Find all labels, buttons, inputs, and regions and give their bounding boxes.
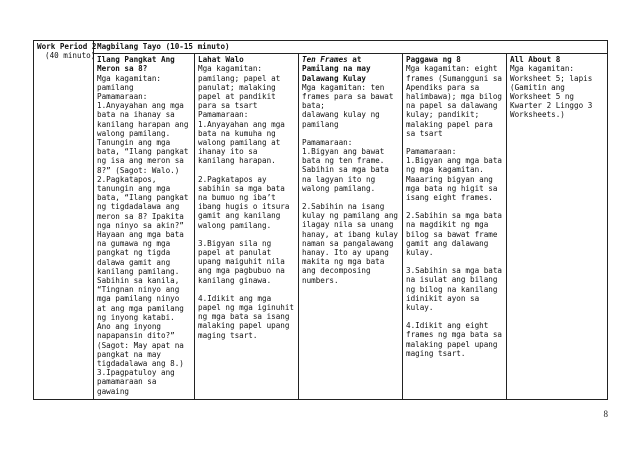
work-period-duration: (40 minuto) xyxy=(45,51,96,61)
spacer xyxy=(198,166,295,175)
activity-2-step-1: 1.Anyayahan ang mga bata na kumuha ng walong pamilang at ihanay ito sa kanilang harapan. xyxy=(198,119,285,166)
activity-3-procedure-label: Pamamaraan: xyxy=(302,137,353,147)
activity-4-materials: Mga kagamitan: eight frames (Sumangguni sa Apendiks para sa halimbawa); mga bilog na papel sa dalawang kulay; pandikit; malaking papel para sa tsart xyxy=(406,64,503,138)
activity-2-step-2: 2.Pagkatapos ay sabihin sa mga bata na bumuo ng iba’t ibang hugis o itsura gamit ang kanilang walong pamilang. xyxy=(198,174,290,230)
header-row xyxy=(34,41,608,54)
activity-3-title-italic: Ten Frames xyxy=(302,55,348,65)
activity-3-step-1: 1.Bigyan ang bawat bata ng ten frame. Sabihin sa mga bata na lagyan ito ng walong pamilang. xyxy=(302,147,389,193)
activity-5-title: All About 8 xyxy=(510,55,561,65)
activity-1-step-2: 2.Pagkatapos, tanungin ang mga bata, “Ilang pangkat ng tigdadalawa ang meron sa 8? Ipakita nga ninyo sa akin?” Hayaan ang mga bata na gumawa ng mga pangkat ng tigda dalawa gamit ang kanilang pamilang. Sabihin sa kanila, “Tingnan ninyo ang mga pamilang ninyo at ang mga pamilang ng inyong katabi. Ano ang inyong napapansin dito?” (Sagot: May apat na pangkat na may tigdadalawa ang 8.) xyxy=(97,174,189,368)
spacer xyxy=(302,129,399,138)
activity-column-4 xyxy=(403,54,507,400)
activity-1-materials: Mga kagamitan: pamilang xyxy=(97,73,162,92)
activity-3-title xyxy=(302,55,399,83)
activity-4-step-3: 3.Sabihin sa mga bata na isulat ang bilang ng bilog na kanilang idinikit ayon sa kulay. xyxy=(406,266,503,313)
activity-3-title-rest: at Pamilang na may Dalawang Kulay xyxy=(302,55,371,83)
activity-column-1 xyxy=(94,54,195,400)
spacer xyxy=(198,230,295,239)
activity-1-step-3: 3.Ipagpatuloy ang pamamaraan sa gawaing xyxy=(97,368,175,396)
activity-4-title: Paggawa ng 8 xyxy=(406,55,461,65)
activity-3-materials: Mga kagamitan: ten frames para sa bawat bata; dalawang kulay ng pamilang xyxy=(302,82,394,129)
spacer xyxy=(406,312,503,321)
activity-2-procedure-label: Pamamaraan: xyxy=(198,110,249,120)
activity-5-materials: Mga kagamitan: Worksheet 5; lapis (Gamitin ang Worksheet 5 ng Kwarter 2 Linggo 3 Worksheets.) xyxy=(510,64,593,120)
spacer xyxy=(302,193,399,202)
activity-4-step-2: 2.Sabihin sa mga bata na magdikit ng mga bilog sa bawat frame gamit ang dalawang kulay. xyxy=(406,211,503,258)
activity-header: Magbilang Tayo (10-15 minuto) xyxy=(97,42,230,51)
activity-2-step-3: 3.Bigyan sila ng papel at panulat upang maiguhit nila ang mga pagbubuo na kanilang ginawa. xyxy=(198,238,285,285)
activity-2-materials: Mga kagamitan: pamilang; papel at panulat; malaking papel at pandikit para sa tsart xyxy=(198,64,281,111)
activity-1-title: Ilang Pangkat Ang Meron sa 8? xyxy=(97,55,175,74)
spacer xyxy=(198,285,295,294)
spacer xyxy=(406,202,503,211)
activity-column-5 xyxy=(507,54,608,400)
activity-2-step-4: 4.Idikit ang mga papel ng mga iginuhit ng mga bata sa isang malaking papel upang maging tsart. xyxy=(198,293,295,340)
spacer xyxy=(406,138,503,147)
activity-4-procedure-label: Pamamaraan: xyxy=(406,147,457,157)
activity-column-3 xyxy=(299,54,403,400)
work-period-cell xyxy=(34,41,97,400)
work-period-label: Work Period 2 xyxy=(37,42,97,51)
activity-4-step-1: 1.Bigyan ang mga bata ng mga kagamitan. Maaaring bigyan ang mga bata ng higit sa isang eight frames. xyxy=(406,156,503,203)
lesson-plan-table xyxy=(33,40,608,400)
activity-1-step-1: 1.Anyayahan ang mga bata na ihanay sa kanilang harapan ang walong pamilang. Tanungin ang mga bata, “Ilang pangkat ng isa ang meron sa 8?” (Sagot: Walo.) xyxy=(97,101,189,175)
activity-header-cell xyxy=(94,41,608,54)
activity-2-title: Lahat Walo xyxy=(198,55,244,65)
page-number: 8 xyxy=(603,409,608,419)
activity-1-procedure-label: Pamamaraan: xyxy=(97,92,148,102)
activity-3-step-2: 2.Sabihin na isang kulay ng pamilang ang ilagay nila sa unang hanay, at ibang kulay naman sa pangalawang hanay. Ito ay upang makita ng mga bata ang decomposing numbers. xyxy=(302,202,399,285)
spacer xyxy=(406,257,503,266)
activity-column-2 xyxy=(195,54,299,400)
activities-row xyxy=(34,54,608,400)
activity-4-step-4: 4.Idikit ang eight frames ng mga bata sa malaking papel upang maging tsart. xyxy=(406,321,503,358)
